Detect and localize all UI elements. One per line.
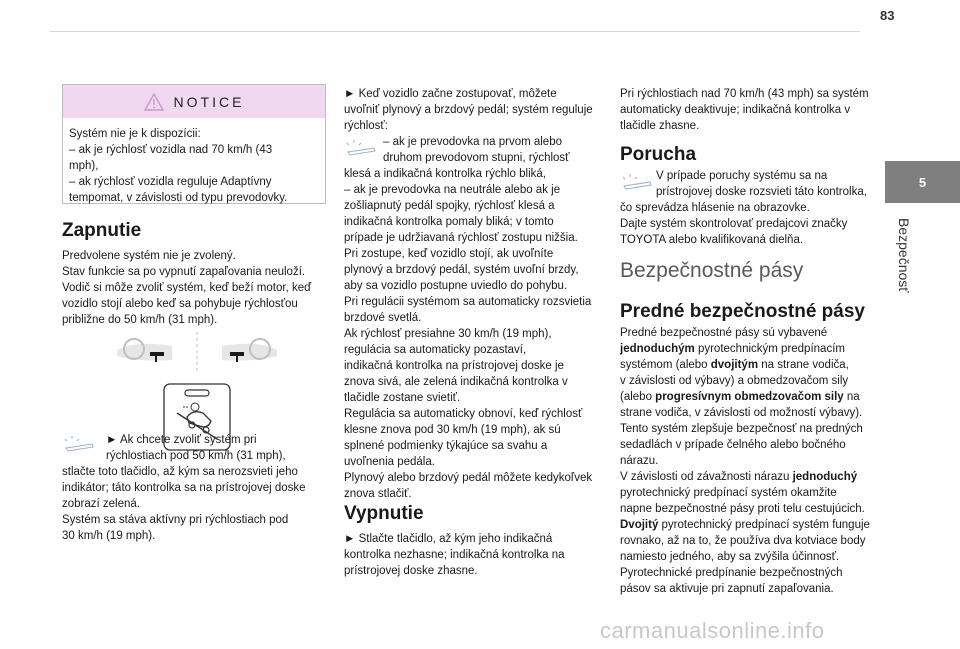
text-line: kontrolka nezhasne; indikačná kontrolka na [344, 549, 565, 561]
notice-line: – ak rýchlosť vozidla reguluje Adaptívny [69, 176, 272, 188]
text-line: rovnako, až na to, že používa dva kotviace body [620, 535, 866, 547]
warning-icon [144, 93, 164, 111]
text-line: znova sivá, ale zelená indikačná kontrolka v [344, 376, 568, 388]
text-line: regulácia sa automaticky pozastaví, [344, 344, 527, 356]
notice-body [63, 118, 325, 206]
text-line: strane vodiča, v závislosti od možností výbavy). [620, 407, 863, 419]
text-line: indikátor; táto kontrolka sa na prístrojovej doske [62, 482, 306, 494]
heading-zapnutie: Zapnutie [62, 220, 142, 241]
text-line: Pri zostupe, keď vozidlo stojí, ak uvoľníte [344, 248, 554, 260]
text-line: tlačidle zostane svietiť. [344, 392, 461, 404]
text-line: Pri rýchlostiach nad 70 km/h (43 mph) sa systém [620, 88, 869, 100]
text-line: Stav funkcie sa po vypnutí zapaľovania neuloží. [62, 266, 306, 278]
text-line: Ak rýchlosť presiahne 30 km/h (19 mph), [344, 328, 552, 340]
text-line: prístrojovej doske rozsvieti táto kontrolka, [656, 186, 867, 198]
notice-header [63, 85, 325, 118]
text-line: rýchlosť: [344, 120, 388, 132]
text-line: Dajte systém skontrolovať predajcovi značky [620, 218, 848, 230]
front-seatbelts-text [620, 325, 884, 597]
text-line: splnené podmienky týkajúce sa svahu a [344, 440, 548, 452]
text-line: systémom (alebo dvojitým na strane vodiča, [620, 359, 849, 371]
text-line: v závislosti od výbavy) a obmedzovačom sily [620, 375, 849, 387]
descent-text [344, 86, 606, 134]
top-divider [50, 31, 860, 32]
text-line: – ak je prevodovka na neutrále alebo ak je [344, 184, 561, 196]
text-line: druhom prevodovom stupni, rýchlosť [383, 152, 570, 164]
text-line: Predvolene systém nie je zvolený. [62, 250, 236, 262]
text-line: Predné bezpečnostné pásy sú vybavené [620, 327, 828, 339]
text-line: indikačná kontrolka na prístrojovej doske je [344, 360, 564, 372]
text-line: Vodič si môže zvoliť systém, keď beží motor, keď [62, 282, 312, 294]
text-line: rýchlostiach pod 50 km/h (31 mph), [106, 450, 286, 462]
text-line: stlačte toto tlačidlo, až kým sa nerozsvieti jeho [62, 466, 298, 478]
steering-wheel-illustration [112, 328, 282, 378]
text-line: Dvojitý pyrotechnický predpínací systém funguje [620, 519, 870, 531]
zapnutie-tip [62, 432, 328, 544]
text-line: uvoľnenia pedála. [344, 456, 435, 468]
text-line: automaticky deaktivuje; indikačná kontrolka v [620, 104, 851, 116]
watermark: carmanualsonline.info [600, 618, 825, 643]
text-line: približne do 50 km/h (31 mph). [62, 314, 218, 326]
porucha-text [620, 168, 884, 248]
text-line: jednoduchým pyrotechnickým predpínacím [620, 343, 845, 355]
notice-line: mph), [69, 160, 99, 172]
text-line: ► Keď vozidlo začne zostupovať, môžete [344, 88, 557, 100]
chapter-label: Bezpečnosť [896, 218, 912, 293]
text-line: Tento systém zlepšuje bezpečnosť na predných [620, 423, 863, 435]
text-line: – ak je prevodovka na prvom alebo [383, 136, 562, 148]
vypnutie-text [344, 531, 606, 579]
text-line: prístrojovej doske zhasne. [344, 565, 478, 577]
text-line: indikačná kontrolka pomaly bliká; v tomto [344, 216, 554, 228]
text-line: Pri regulácii systémom sa automaticky rozsvietia [344, 296, 592, 308]
text-line: 30 km/h (19 mph). [62, 530, 156, 542]
text-line: tlačidle zhasne. [620, 120, 700, 132]
text-line: Systém sa stáva aktívny pri rýchlostiach pod [62, 514, 289, 526]
text-line: (alebo progresívnym obmedzovačom sily na [620, 391, 860, 403]
text-line: V závislosti od závažnosti nárazu jednoduchý [620, 471, 858, 483]
heading-front-seatbelts: Predné bezpečnostné pásy [620, 301, 865, 322]
notice-box [62, 84, 326, 204]
text-line: TOYOTA alebo kvalifikovaná dielňa. [620, 234, 804, 246]
text-line: napne bezpečnostné pásy proti telu cestujúcich. [620, 503, 865, 515]
text-line: uvoľniť plynový a brzdový pedál; systém reguluje [344, 104, 593, 116]
chapter-number: 5 [918, 174, 927, 190]
notice-title: NOTICE [173, 93, 245, 110]
text-line: zobrazí zelená. [62, 498, 140, 510]
heading-vypnutie: Vypnutie [344, 503, 424, 524]
notice-line: Systém nie je k dispozícii: [69, 128, 201, 140]
text-line: vozidlo stojí alebo keď sa pohybuje rýchlosťou [62, 298, 298, 310]
text-line: pásov sa aktivuje pri zapnutí zapaľovania. [620, 583, 834, 595]
text-line: ► Stlačte tlačidlo, až kým jeho indikačná [344, 533, 553, 545]
deactivation-text [620, 86, 884, 134]
heading-porucha: Porucha [620, 144, 697, 165]
text-line: ► Ak chcete zvoliť systém pri [106, 434, 257, 446]
text-line: prípade je udržiavaná rýchlosť zostupu nižšia. [344, 232, 578, 244]
chapter-tab[interactable] [885, 161, 960, 203]
notice-line: tempomat, v závislosti od typu prevodovky. [69, 192, 288, 204]
text-line: V prípade poruchy systému sa na [656, 170, 828, 182]
text-line: Pyrotechnické predpínanie bezpečnostných [620, 567, 843, 579]
zapnutie-text [62, 248, 328, 328]
text-line: namiesto jedného, aby sa zvýšila účinnosť. [620, 551, 840, 563]
text-line: klesne znova pod 30 km/h (19 mph), ak sú [344, 424, 561, 436]
descent-text-2 [344, 134, 606, 502]
text-line: zošliapnutý pedál spojky, rýchlosť klesá a [344, 200, 555, 212]
text-line: plynový a brzdový pedál, systém uvoľní brzdy, [344, 264, 579, 276]
text-line: nárazu. [620, 455, 659, 467]
text-line: pyrotechnický predpínací systém okamžite [620, 487, 837, 499]
text-line: čo sprevádza hlásenie na obrazovke. [620, 202, 810, 214]
text-line: znova stlačiť. [344, 488, 412, 500]
text-line: brzdové svetlá. [344, 312, 422, 324]
heading-seatbelts-section: Bezpečnostné pásy [620, 259, 804, 282]
text-line: Regulácia sa automaticky obnoví, keď rýchlosť [344, 408, 583, 420]
text-line: sedadlách v prípade čelného alebo bočného [620, 439, 846, 451]
text-line: klesá a indikačná kontrolka rýchlo bliká, [344, 168, 546, 180]
page-number: 83 [880, 8, 895, 23]
text-line: Plynový alebo brzdový pedál môžete kedykoľvek [344, 472, 593, 484]
text-line: aby sa vozidlo postupne uviedlo do pohybu. [344, 280, 568, 292]
notice-line: – ak je rýchlosť vozidla nad 70 km/h (43 [69, 144, 273, 156]
